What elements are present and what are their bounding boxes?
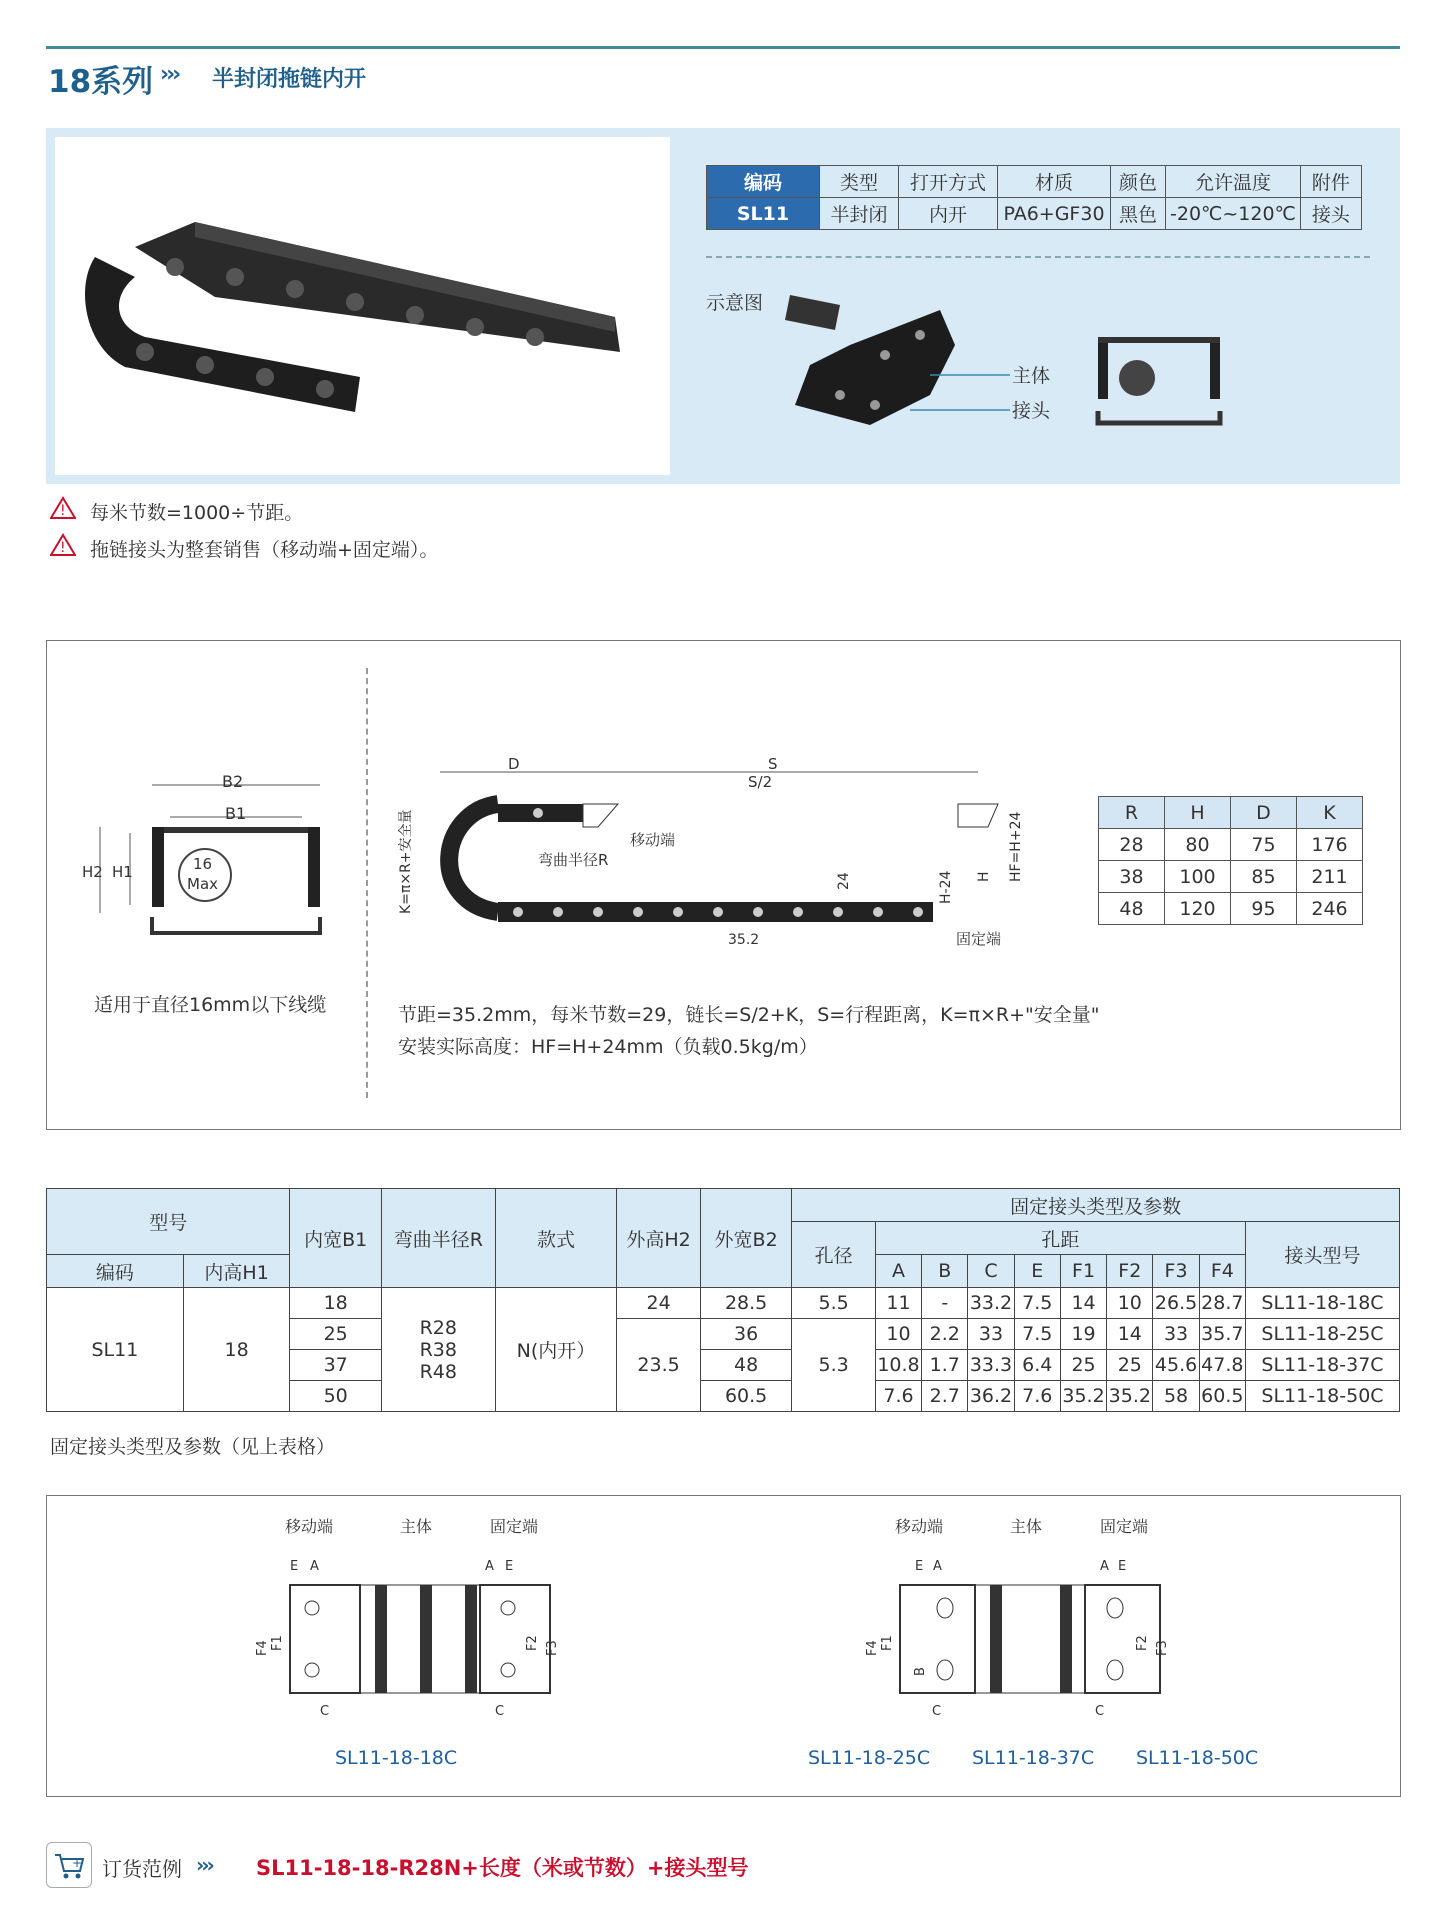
cell-val: 25 xyxy=(1107,1350,1153,1381)
cell-val: 45.6 xyxy=(1153,1350,1199,1381)
main-header-col: F3 xyxy=(1153,1255,1199,1288)
dim-e: E xyxy=(1118,1559,1127,1574)
rhdk-header: H xyxy=(1165,797,1231,829)
dim-f4: F4 xyxy=(255,1640,270,1656)
main-table xyxy=(46,1188,1400,1412)
dim-f1: F1 xyxy=(880,1635,895,1651)
label-joint: 接头 xyxy=(1012,400,1051,422)
rhdk-header: K xyxy=(1297,797,1363,829)
dim-a: A xyxy=(1100,1559,1109,1574)
main-header-col: E xyxy=(1014,1255,1060,1288)
dim-f1: F1 xyxy=(270,1635,285,1651)
dim-h-24: H-24 xyxy=(938,870,954,904)
cell-val: 58 xyxy=(1153,1381,1199,1412)
rhdk-table xyxy=(1098,796,1363,925)
spec-cell: 黑色 xyxy=(1111,198,1166,230)
cell-val: 10.8 xyxy=(875,1350,921,1381)
main-header-h1: 内高H1 xyxy=(183,1255,290,1288)
spec-header: 允许温度 xyxy=(1166,166,1301,198)
order-label: 订货范例 xyxy=(102,1857,182,1881)
main-header-b2: 外宽B2 xyxy=(700,1189,792,1288)
cell-b2: 36 xyxy=(700,1319,792,1350)
main-header-joint: 接头型号 xyxy=(1245,1222,1399,1288)
cell-joint: SL11-18-18C xyxy=(1245,1288,1399,1319)
spec-cell: 接头 xyxy=(1300,198,1361,230)
joint-diagram-multi xyxy=(860,1510,1190,1730)
cell-hole: 5.3 xyxy=(792,1319,875,1412)
cell-b2: 28.5 xyxy=(700,1288,792,1319)
rhdk-header: D xyxy=(1231,797,1297,829)
dim-h1: H1 xyxy=(112,863,133,881)
cell-val: 25 xyxy=(1060,1350,1106,1381)
warning-icon xyxy=(50,496,76,524)
main-header-col: F2 xyxy=(1107,1255,1153,1288)
caption-25c: SL11-18-25C xyxy=(808,1747,931,1769)
spec-cell: PA6+GF30 xyxy=(998,198,1111,230)
cell-r-value: R48 xyxy=(419,1360,457,1383)
dim-c: C xyxy=(932,1704,942,1719)
rhdk-cell: 85 xyxy=(1231,861,1297,893)
label-fixed: 固定端 xyxy=(1100,1517,1149,1536)
cell-b2: 60.5 xyxy=(700,1381,792,1412)
spec-header: 编码 xyxy=(707,166,820,198)
cell-val: 2.7 xyxy=(922,1381,968,1412)
warning-icon xyxy=(50,533,76,561)
cell-h2: 24 xyxy=(617,1288,700,1319)
label-body: 主体 xyxy=(1012,365,1051,387)
label-moving: 移动端 xyxy=(285,1517,334,1536)
dim-hf: HF=H+24 xyxy=(1008,811,1024,882)
cross-section-drawing xyxy=(80,765,350,965)
chain-side-view xyxy=(398,752,1066,952)
rhdk-cell: 28 xyxy=(1099,829,1165,861)
rhdk-cell: 38 xyxy=(1099,861,1165,893)
circle-max: Max xyxy=(187,875,219,893)
rhdk-cell: 95 xyxy=(1231,893,1297,925)
order-arrows: ››› xyxy=(196,1853,212,1877)
label-body: 主体 xyxy=(1010,1517,1043,1536)
dim-24: 24 xyxy=(836,872,852,890)
cell-b1: 37 xyxy=(290,1350,382,1381)
main-header-col: A xyxy=(875,1255,921,1288)
cell-val: 26.5 xyxy=(1153,1288,1199,1319)
cell-b1: 18 xyxy=(290,1288,382,1319)
caption-18c: SL11-18-18C xyxy=(335,1747,458,1769)
spec-header: 类型 xyxy=(820,166,899,198)
dim-d: D xyxy=(508,755,520,773)
cart-icon xyxy=(46,1842,92,1888)
note-2: 拖链接头为整套销售（移动端+固定端）。 xyxy=(90,539,439,561)
series-title: 18系列 xyxy=(48,64,154,100)
main-header-b1: 内宽B1 xyxy=(290,1189,382,1288)
rhdk-cell: 48 xyxy=(1099,893,1165,925)
cell-val: 14 xyxy=(1060,1288,1106,1319)
rhdk-cell: 120 xyxy=(1165,893,1231,925)
dim-a: A xyxy=(933,1559,942,1574)
cell-val: 14 xyxy=(1107,1319,1153,1350)
cable-note: 适用于直径16mm以下线缆 xyxy=(94,994,327,1016)
cell-val: 19 xyxy=(1060,1319,1106,1350)
order-example: SL11-18-18-R28N+长度（米或节数）+接头型号 xyxy=(256,1856,749,1880)
joint-diagram-18c xyxy=(250,1510,580,1730)
dim-c: C xyxy=(1095,1704,1105,1719)
spec-cell: 内开 xyxy=(899,198,998,230)
dim-c: C xyxy=(320,1704,330,1719)
dim-h: H xyxy=(976,871,992,882)
rhdk-cell: 100 xyxy=(1165,861,1231,893)
cell-val: 7.6 xyxy=(1014,1381,1060,1412)
cell-val: 7.5 xyxy=(1014,1319,1060,1350)
cell-r xyxy=(381,1288,495,1412)
spec-header: 材质 xyxy=(998,166,1111,198)
schematic-title: 示意图 xyxy=(706,292,764,314)
product-photo xyxy=(55,137,670,475)
dim-f3: F3 xyxy=(1155,1640,1170,1656)
cell-r-value: R38 xyxy=(419,1338,457,1361)
main-header-col: C xyxy=(968,1255,1014,1288)
top-rule xyxy=(46,46,1400,49)
cell-val: 33 xyxy=(968,1319,1014,1350)
main-header-col: B xyxy=(922,1255,968,1288)
dim-c: C xyxy=(495,1704,505,1719)
label-moving-end: 移动端 xyxy=(630,831,676,849)
rhdk-cell: 80 xyxy=(1165,829,1231,861)
main-header-fixed: 固定接头类型及参数 xyxy=(792,1189,1400,1222)
cell-hole: 5.5 xyxy=(792,1288,875,1319)
dim-e: E xyxy=(505,1559,514,1574)
caption-50c: SL11-18-50C xyxy=(1136,1747,1259,1769)
cell-b1: 25 xyxy=(290,1319,382,1350)
main-header-col: F4 xyxy=(1199,1255,1245,1288)
cell-val: 35.2 xyxy=(1060,1381,1106,1412)
cell-val: - xyxy=(922,1288,968,1319)
cell-joint: SL11-18-25C xyxy=(1245,1319,1399,1350)
arrows-icon: ››› xyxy=(160,62,179,87)
main-header-style: 款式 xyxy=(495,1189,617,1288)
diagram-separator xyxy=(366,668,368,1098)
cell-b2: 48 xyxy=(700,1350,792,1381)
dim-k: K=π×R+安全量 xyxy=(398,809,414,914)
spec-table xyxy=(706,165,1362,230)
label-body: 主体 xyxy=(400,1517,433,1536)
dim-s: S xyxy=(768,755,778,773)
cell-val: 36.2 xyxy=(968,1381,1014,1412)
cell-val: 47.8 xyxy=(1199,1350,1245,1381)
cell-val: 1.7 xyxy=(922,1350,968,1381)
spec-cell: 半封闭 xyxy=(820,198,899,230)
cell-val: 35.2 xyxy=(1107,1381,1153,1412)
dim-b: B xyxy=(913,1667,928,1676)
main-header-hole: 孔径 xyxy=(792,1222,875,1288)
rhdk-cell: 75 xyxy=(1231,829,1297,861)
cell-joint: SL11-18-50C xyxy=(1245,1381,1399,1412)
cell-val: 35.7 xyxy=(1199,1319,1245,1350)
cell-val: 11 xyxy=(875,1288,921,1319)
label-fixed: 固定端 xyxy=(490,1517,539,1536)
main-header-code: 编码 xyxy=(47,1255,184,1288)
cell-val: 10 xyxy=(1107,1288,1153,1319)
dim-b1: B1 xyxy=(225,804,247,823)
cell-joint: SL11-18-37C xyxy=(1245,1350,1399,1381)
dim-b2: B2 xyxy=(222,772,244,791)
cell-val: 7.6 xyxy=(875,1381,921,1412)
cell-code: SL11 xyxy=(47,1288,184,1412)
dim-pitch: 35.2 xyxy=(728,932,760,948)
cell-val: 6.4 xyxy=(1014,1350,1060,1381)
dim-f2: F2 xyxy=(1135,1635,1150,1651)
cell-val: 2.2 xyxy=(922,1319,968,1350)
dim-f2: F2 xyxy=(525,1635,540,1651)
cell-val: 33 xyxy=(1153,1319,1199,1350)
rhdk-cell: 176 xyxy=(1297,829,1363,861)
svg-text:!: ! xyxy=(60,503,66,519)
caption-37c: SL11-18-37C xyxy=(972,1747,1095,1769)
dim-h2: H2 xyxy=(82,863,103,881)
cell-r-value: R28 xyxy=(419,1316,457,1339)
table-note: 固定接头类型及参数（见上表格） xyxy=(50,1436,336,1458)
dim-a: A xyxy=(310,1559,319,1574)
spec-header: 打开方式 xyxy=(899,166,998,198)
spec-cell: -20℃~120℃ xyxy=(1166,198,1301,230)
cell-h2: 23.5 xyxy=(617,1319,700,1412)
cell-val: 33.3 xyxy=(968,1350,1014,1381)
rhdk-cell: 211 xyxy=(1297,861,1363,893)
dim-a: A xyxy=(485,1559,494,1574)
label-bend-radius: 弯曲半径R xyxy=(538,851,609,869)
label-moving: 移动端 xyxy=(895,1517,944,1536)
dim-f4: F4 xyxy=(865,1640,880,1656)
cell-val: 7.5 xyxy=(1014,1288,1060,1319)
dim-f3: F3 xyxy=(545,1640,560,1656)
drag-chain-illustration xyxy=(55,137,670,475)
schematic-drawing xyxy=(780,285,1260,455)
spec-header: 颜色 xyxy=(1111,166,1166,198)
dim-s2: S/2 xyxy=(748,773,773,791)
main-header-model: 型号 xyxy=(47,1189,290,1255)
height-description: 安装实际高度：HF=H+24mm（负载0.5kg/m） xyxy=(398,1036,818,1058)
divider xyxy=(706,256,1370,258)
main-header-col: F1 xyxy=(1060,1255,1106,1288)
page-subtitle: 半封闭拖链内开 xyxy=(212,67,367,92)
rhdk-header: R xyxy=(1099,797,1165,829)
main-header-pitch: 孔距 xyxy=(875,1222,1245,1255)
spec-cell: SL11 xyxy=(707,198,820,230)
pitch-description: 节距=35.2mm，每米节数=29，链长=S/2+K，S=行程距离，K=π×R+"安全量" xyxy=(398,1004,1100,1026)
cell-style: N(内开） xyxy=(495,1288,617,1412)
spec-header: 附件 xyxy=(1300,166,1361,198)
cell-val: 10 xyxy=(875,1319,921,1350)
svg-text:!: ! xyxy=(60,540,66,556)
cell-b1: 50 xyxy=(290,1381,382,1412)
main-header-h2: 外高H2 xyxy=(617,1189,700,1288)
circle-16: 16 xyxy=(193,855,213,873)
cell-val: 60.5 xyxy=(1199,1381,1245,1412)
svg-text:+: + xyxy=(72,1856,83,1870)
cell-val: 28.7 xyxy=(1199,1288,1245,1319)
dim-e: E xyxy=(290,1559,299,1574)
rhdk-cell: 246 xyxy=(1297,893,1363,925)
note-1: 每米节数=1000÷节距。 xyxy=(90,502,304,524)
dim-e: E xyxy=(915,1559,924,1574)
cell-val: 33.2 xyxy=(968,1288,1014,1319)
label-fixed-end: 固定端 xyxy=(956,930,1002,948)
cell-h1: 18 xyxy=(183,1288,290,1412)
main-header-r: 弯曲半径R xyxy=(381,1189,495,1288)
